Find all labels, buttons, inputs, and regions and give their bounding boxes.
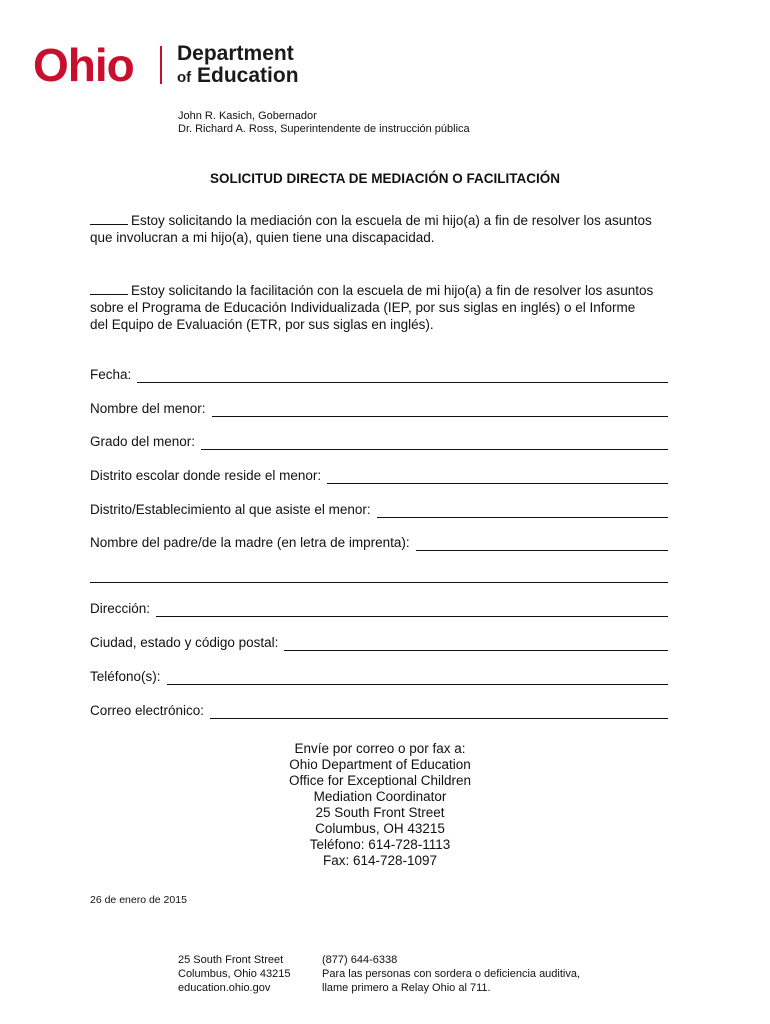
mail-line-2: Ohio Department of Education [289, 757, 471, 772]
field-distrito-asiste-input[interactable] [377, 503, 668, 518]
field-distrito-reside-input[interactable] [327, 469, 668, 484]
field-ciudad [90, 633, 668, 651]
field-nombre-menor-input[interactable] [212, 402, 668, 417]
field-ciudad-input[interactable] [284, 636, 668, 651]
field-ciudad-label: Ciudad, estado y código postal: [90, 635, 279, 650]
facilitation-text-3: del Equipo de Evaluación (ETR, por sus siglas en inglés). [90, 317, 434, 332]
mail-line-8: Fax: 614-728-1097 [322, 853, 438, 868]
mail-line-6: Columbus, OH 43215 [315, 821, 445, 836]
document-title: SOLICITUD DIRECTA DE MEDIACIÓN O FACILITACIÓN [210, 171, 560, 186]
field-correo-input[interactable] [210, 704, 668, 719]
mail-line-4: Mediation Coordinator [313, 789, 447, 804]
footer-relay-1: Para las personas con sordera o deficiencia auditiva, [322, 968, 581, 980]
footer-phone: (877) 644-6338 [322, 954, 398, 966]
field-telefonos-input[interactable] [167, 670, 668, 685]
field-direccion [90, 599, 668, 617]
footer-contact [322, 953, 580, 995]
facilitation-checkmark-blank[interactable] [90, 282, 128, 295]
field-telefonos [90, 667, 668, 685]
logo-dept-line2 [177, 65, 299, 89]
mail-line-3: Office for Exceptional Children [288, 773, 472, 788]
mediation-option [90, 212, 690, 246]
facilitation-option [90, 282, 690, 333]
field-direccion-input[interactable] [156, 602, 668, 617]
mediation-text-1: Estoy solicitando la mediación con la escuela de mi hijo(a) a fin de resolver los asuntos [131, 213, 652, 228]
field-telefonos-label: Teléfono(s): [90, 669, 161, 684]
field-fecha-label: Fecha: [90, 367, 132, 382]
mail-line-5: 25 South Front Street [315, 805, 445, 820]
mediation-checkmark-blank[interactable] [90, 212, 128, 225]
field-nombre-padre-extra-line[interactable] [90, 581, 668, 583]
mediation-text-2: que involucran a mi hijo(a), quien tiene una discapacidad. [90, 230, 435, 245]
field-grado-menor [90, 432, 668, 450]
footer-website[interactable]: education.ohio.gov [178, 982, 271, 994]
field-grado-menor-input[interactable] [201, 435, 668, 450]
logo-dept-line1: Department [177, 42, 294, 65]
field-nombre-menor-label: Nombre del menor: [90, 401, 206, 416]
field-fecha [90, 365, 668, 383]
logo-dept-of: of [177, 69, 192, 86]
field-nombre-padre [90, 533, 668, 551]
footer-address-2: Columbus, Ohio 43215 [178, 968, 291, 980]
mail-line-7: Teléfono: 614-728-1113 [309, 837, 451, 852]
field-distrito-reside-label: Distrito escolar donde reside el menor: [90, 468, 322, 483]
field-distrito-asiste-label: Distrito/Establecimiento al que asiste el menor: [90, 502, 371, 517]
mail-line-1: Envíe por correo o por fax a: [294, 741, 466, 756]
footer-address [178, 953, 291, 995]
facilitation-text-1: Estoy solicitando la facilitación con la escuela de mi hijo(a) a fin de resolver los asuntos [131, 283, 654, 298]
official-superintendent: Dr. Richard A. Ross, Superintendente de instrucción pública [178, 123, 470, 135]
field-distrito-reside [90, 466, 668, 484]
officials-block [178, 110, 470, 136]
footer-address-1: 25 South Front Street [178, 954, 284, 966]
field-correo-label: Correo electrónico: [90, 703, 205, 718]
field-correo [90, 701, 668, 719]
document-date: 26 de enero de 2015 [90, 894, 187, 906]
field-nombre-padre-label: Nombre del padre/de la madre (en letra de imprenta): [90, 535, 410, 550]
field-direccion-label: Dirección: [90, 601, 151, 616]
logo-ohio-word: Ohio [33, 39, 134, 91]
field-fecha-input[interactable] [137, 368, 668, 383]
official-governor: John R. Kasich, Gobernador [178, 110, 317, 122]
field-grado-menor-label: Grado del menor: [90, 434, 196, 449]
logo-dept-education: Education [197, 64, 299, 87]
field-nombre-padre-input[interactable] [416, 536, 668, 551]
field-nombre-menor [90, 399, 668, 417]
logo-department-text [177, 43, 299, 89]
logo-divider [160, 46, 162, 84]
mailing-address-block [0, 741, 760, 869]
footer-relay-2: llame primero a Relay Ohio al 711. [322, 982, 491, 994]
field-distrito-asiste [90, 500, 668, 518]
facilitation-text-2: sobre el Programa de Educación Individualizada (IEP, por sus siglas en inglés) o el Informe [90, 300, 636, 315]
